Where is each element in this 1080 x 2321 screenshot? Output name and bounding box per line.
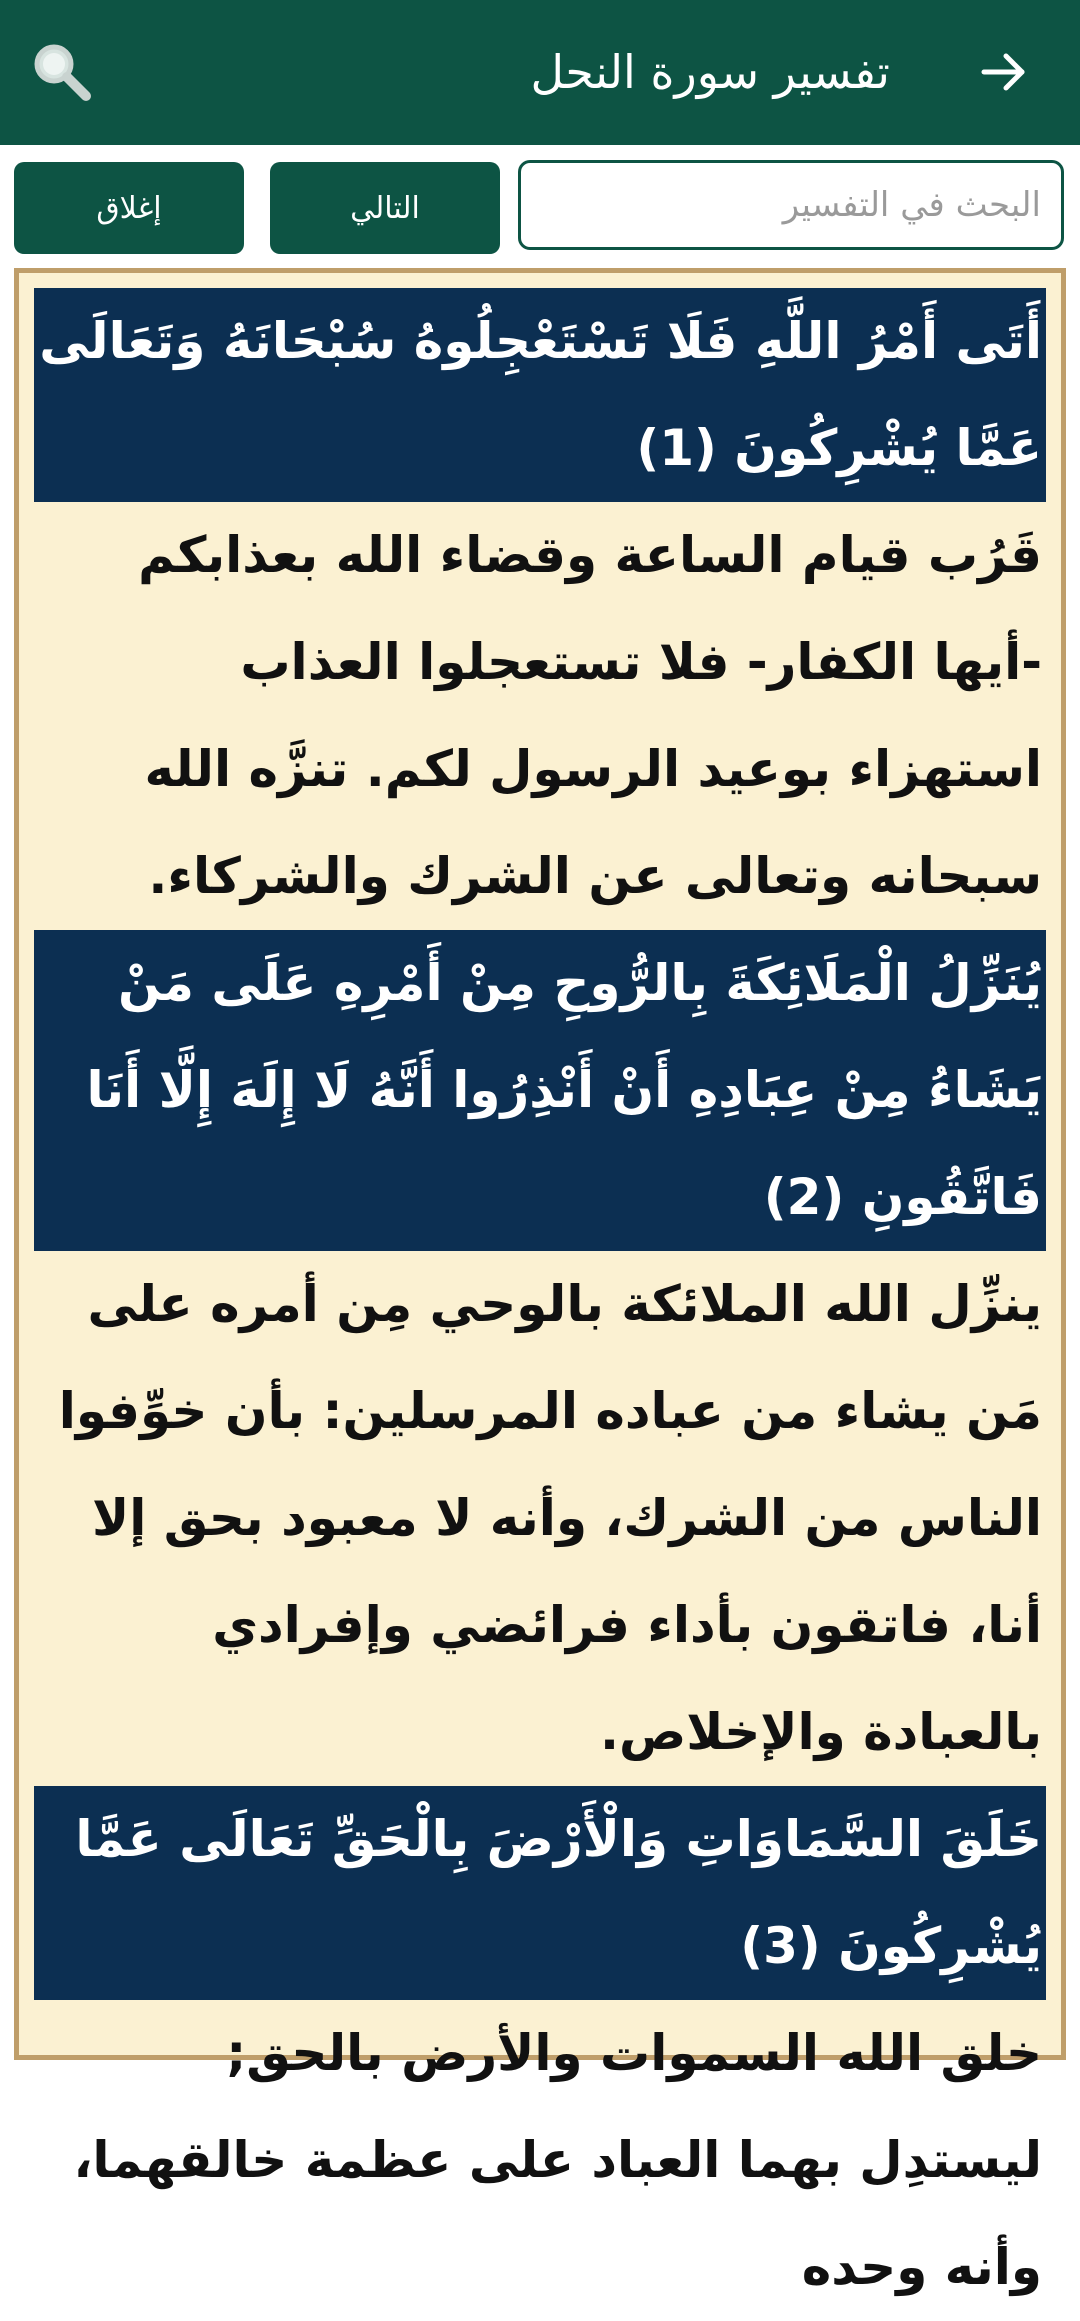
next-button[interactable]: التالي [270,162,500,254]
verse-text: خَلَقَ السَّمَاوَاتِ وَالْأَرْضَ بِالْحَقِّ تَعَالَى عَمَّا يُشْرِكُونَ (3) [34,1786,1046,2000]
arrow-right-icon [974,42,1034,102]
search-button[interactable] [28,38,98,108]
back-button[interactable] [974,42,1034,102]
tafsir-content[interactable] [14,268,1066,2296]
search-input[interactable] [518,160,1064,250]
verse-text: أَتَى أَمْرُ اللَّهِ فَلَا تَسْتَعْجِلُوهُ سُبْحَانَهُ وَتَعَالَى عَمَّا يُشْرِكُونَ (1) [34,288,1046,502]
tafsir-text: خلق الله السموات والأرض بالحق; ليستدِل بهما العباد على عظمة خالقهما، وأنه وحده [73,2024,1042,2296]
app-bar [0,0,1080,145]
search-bar [0,145,1080,265]
verse-text: يُنَزِّلُ الْمَلَائِكَةَ بِالرُّوحِ مِنْ أَمْرِهِ عَلَى مَنْ يَشَاءُ مِنْ عِبَادِهِ أَنْ أَنْذِرُوا أَنَّهُ لَا إِلَهَ إِلَّا أَنَا فَاتَّقُونِ (2) [34,930,1046,1251]
page-title: تفسير سورة النحل [530,45,890,99]
close-button[interactable]: إغلاق [14,162,244,254]
tafsir-list [34,288,1046,2321]
tafsir-text: قَرُب قيام الساعة وقضاء الله بعذابكم -أيها الكفار- فلا تستعجلوا العذاب استهزاء بوعيد الرسول لكم. تنزَّه الله سبحانه وتعالى عن الشرك والشركاء. [138,526,1042,905]
search-icon [28,38,98,108]
tafsir-text: ينزِّل الله الملائكة بالوحي مِن أمره على مَن يشاء من عباده المرسلين: بأن خوِّفوا الناس من الشرك، وأنه لا معبود بحق إلا أنا، فاتقون بأداء فرائضي وإفرادي بالعبادة والإخلاص. [58,1275,1042,1761]
